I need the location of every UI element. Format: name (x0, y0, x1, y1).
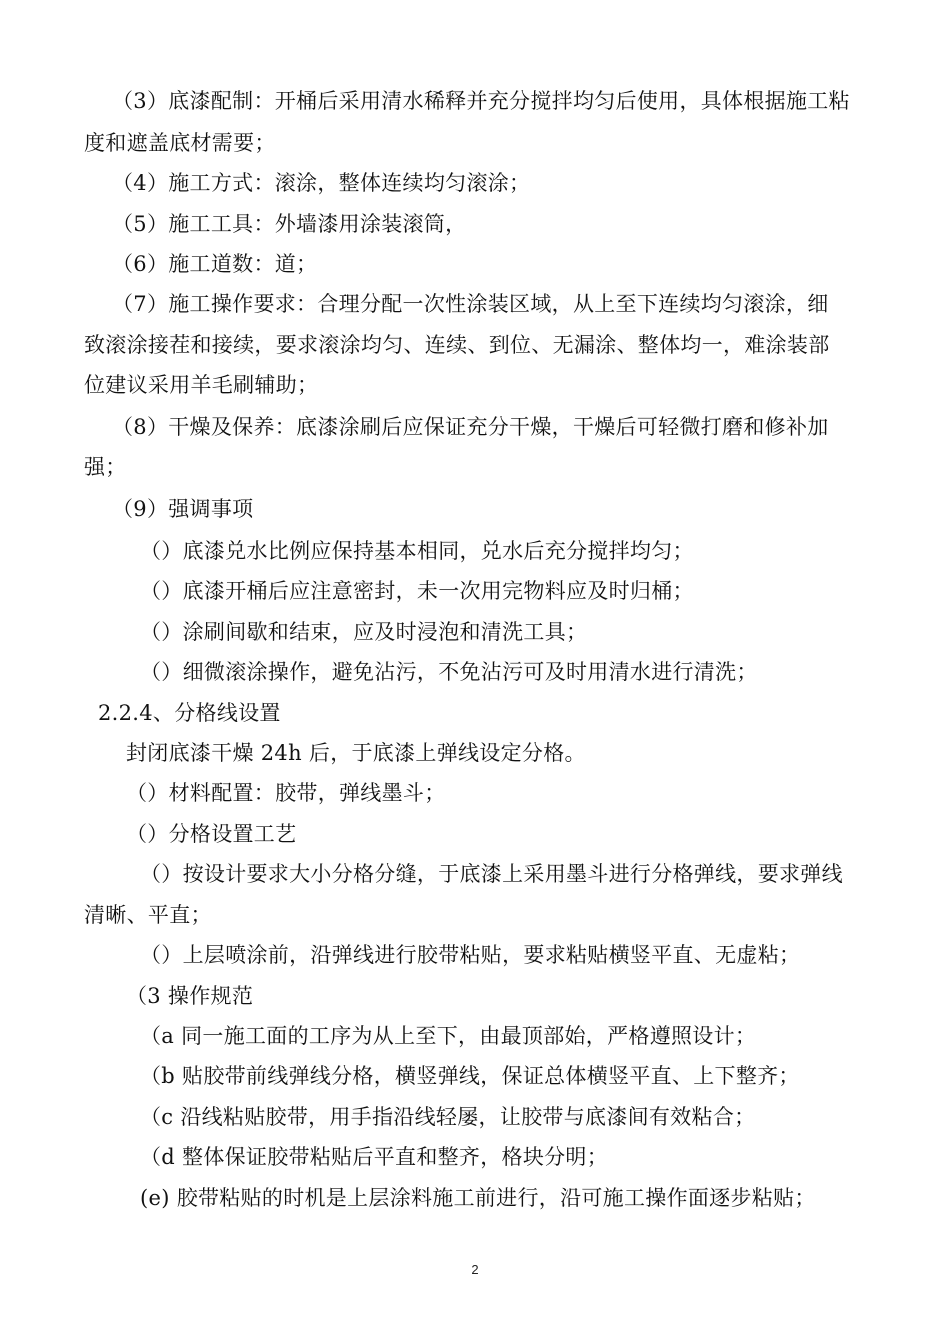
paragraph-line: 封闭底漆干燥 24h 后，于底漆上弹线设定分格。 (126, 741, 586, 765)
paragraph-line: （4）施工方式：滚涂，整体连续均匀滚涂； (112, 171, 531, 195)
paragraph-line: （7）施工操作要求：合理分配一次性涂装区域，从上至下连续均匀滚涂，细 (112, 292, 829, 316)
paragraph-line: （6）施工道数：道； (112, 252, 318, 276)
paragraph-line: 强； (84, 455, 127, 479)
paragraph-line: （b 贴胶带前线弹线分格，横竖弹线，保证总体横竖平直、上下整齐； (140, 1064, 800, 1088)
paragraph-line: （）材料配置：胶带，弹线墨斗； (126, 781, 446, 805)
paragraph-line: 致滚涂接茬和接续，要求滚涂均匀、连续、到位、无漏涂、整体均一，难涂装部 (84, 333, 830, 357)
paragraph-line: （）细微滚涂操作，避免沾污，不免沾污可及时用清水进行清洗； (140, 660, 758, 684)
section-heading: 2.2.4、分格线设置 (98, 701, 281, 725)
paragraph-line: 位建议采用羊毛刷辅助； (84, 373, 319, 397)
page-number: 2 (471, 1262, 479, 1277)
paragraph-line: （）底漆开桶后应注意密封，未一次用完物料应及时归桶； (140, 579, 694, 603)
paragraph-line: （9）强调事项 (112, 497, 254, 521)
paragraph-line: （5）施工工具：外墙漆用涂装滚筒， (112, 212, 467, 236)
paragraph-line: （d 整体保证胶带粘贴后平直和整齐，格块分明； (140, 1145, 609, 1169)
paragraph-line: （）底漆兑水比例应保持基本相同，兑水后充分搅拌均匀； (140, 539, 694, 563)
paragraph-line: （）分格设置工艺 (126, 822, 297, 846)
paragraph-line: （）按设计要求大小分格分缝，于底漆上采用墨斗进行分格弹线，要求弹线 (140, 862, 843, 886)
paragraph-line: （）上层喷涂前，沿弹线进行胶带粘贴，要求粘贴横竖平直、无虚粘； (140, 943, 801, 967)
paragraph-line: （c 沿线粘贴胶带，用手指沿线轻屡，让胶带与底漆间有效粘合； (140, 1105, 756, 1129)
paragraph-line: (e) 胶带粘贴的时机是上层涂料施工前进行，沿可施工操作面逐步粘贴； (140, 1186, 816, 1210)
paragraph-line: （a 同一施工面的工序为从上至下，由最顶部始，严格遵照设计； (140, 1024, 757, 1048)
paragraph-line: 清晰、平直； (84, 903, 212, 927)
paragraph-line: （8）干燥及保养：底漆涂刷后应保证充分干燥，干燥后可轻微打磨和修补加 (112, 415, 829, 439)
paragraph-line: （3 操作规范 (126, 984, 254, 1008)
paragraph-line: （）涂刷间歇和结束，应及时浸泡和清洗工具； (140, 620, 588, 644)
paragraph-line: 度和遮盖底材需要； (84, 131, 276, 155)
paragraph-line: （3）底漆配制：开桶后采用清水稀释并充分搅拌均匀后使用，具体根据施工粘 (112, 89, 850, 113)
